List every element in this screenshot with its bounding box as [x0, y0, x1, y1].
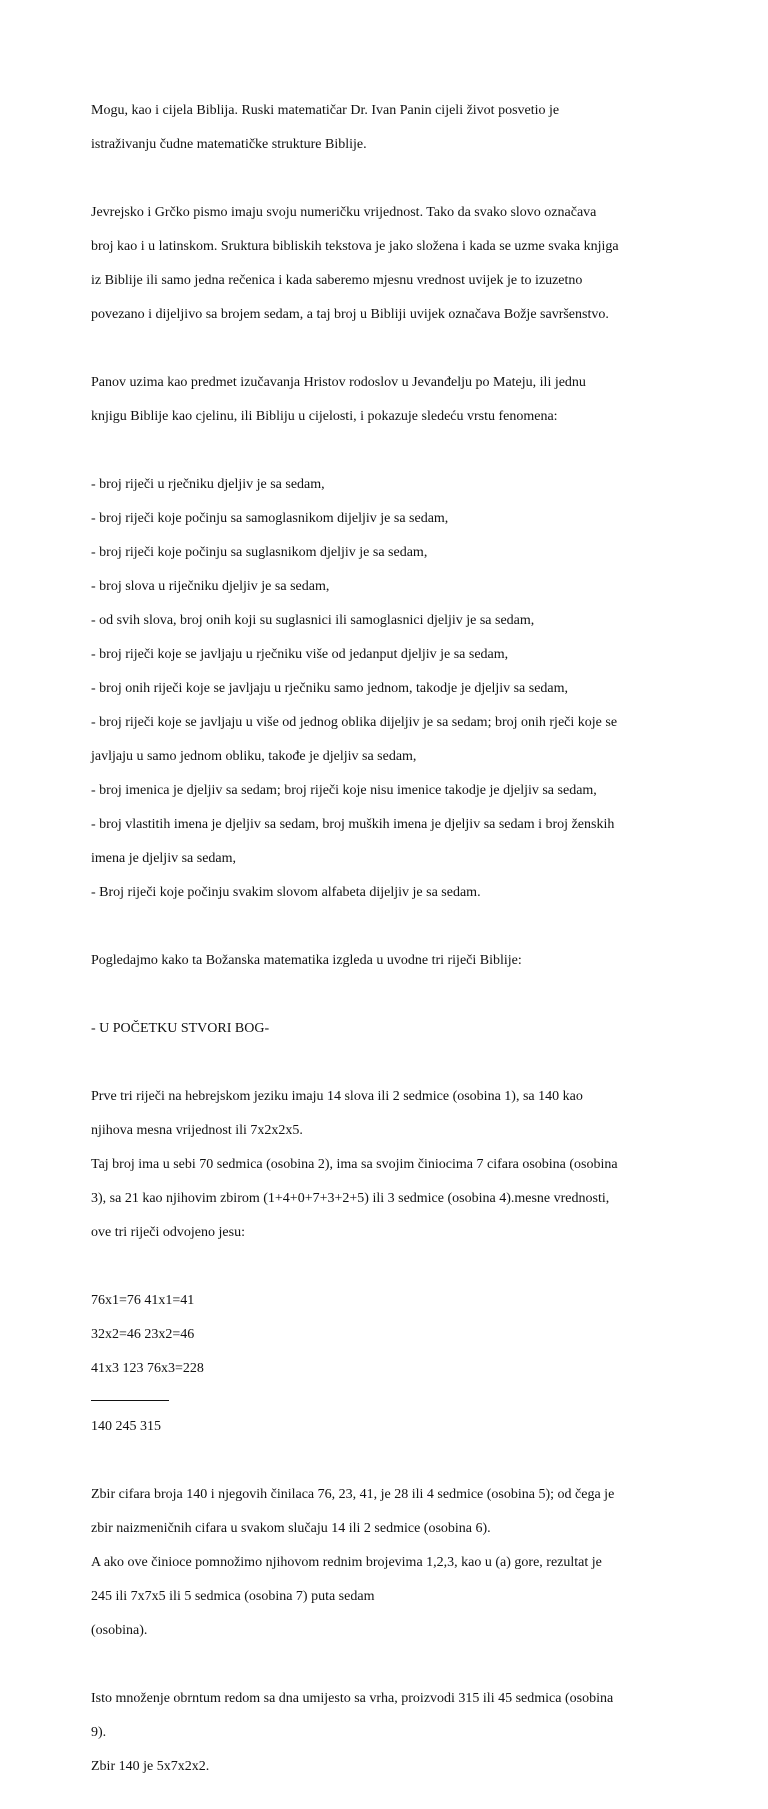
sum-divider — [91, 1400, 169, 1401]
list-item: - broj riječi u rječniku djeljiv je sa sedam, — [91, 477, 325, 492]
paragraph-hebrew-letters — [91, 1071, 691, 1258]
paragraph-digit-sums — [91, 1469, 691, 1656]
text-line: Zbir cifara broja 140 i njegovih činilaca 76, 23, 41, je 28 ili 4 sedmice (osobina 5); od čega je — [91, 1487, 615, 1502]
text-line: Isto množenje obrntum redom sa dna umijesto sa vrha, proizvodi 315 ili 45 sedmica (osobina — [91, 1691, 614, 1706]
paragraph-reverse-multiplication — [91, 1673, 691, 1792]
text-line: Taj broj ima u sebi 70 sedmica (osobina 2), ima sa svojim činiocima 7 cifara osobina (osobina — [91, 1157, 618, 1172]
calc-total: 140 245 315 — [91, 1419, 161, 1434]
list-item: - Broj riječi koje počinju svakim slovom alfabeta dijeljiv je sa sedam. — [91, 885, 481, 900]
paragraph-numeric-value — [91, 187, 691, 340]
paragraph-intro — [91, 85, 691, 170]
calculation-block — [91, 1275, 691, 1452]
heading-genesis-quote — [91, 1003, 691, 1054]
list-item: - broj riječi koje počinju sa suglasnikom djeljiv je sa sedam, — [91, 545, 428, 560]
calc-line: 76x1=76 41x1=41 — [91, 1293, 195, 1308]
text-line: Prve tri riječi na hebrejskom jeziku imaju 14 slova ili 2 sedmice (osobina 1), sa 140 kao — [91, 1089, 583, 1104]
text-line: Jevrejsko i Grčko pismo imaju svoju numeričku vrijednost. Tako da svako slovo označava — [91, 205, 597, 220]
text-line: Panov uzima kao predmet izučavanja Hristov rodoslov u Jevanđelju po Mateju, ili jednu — [91, 375, 586, 390]
list-item: - broj riječi koje se javljaju u više od jednog oblika dijeljiv je sa sedam; broj onih rječi koje se — [91, 715, 618, 730]
text-line: 245 ili 7x7x5 ili 5 sedmica (osobina 7) puta sedam — [91, 1589, 375, 1604]
list-item: javljaju u samo jednom obliku, takođe je djeljiv sa sedam, — [91, 749, 417, 764]
list-item: - broj riječi koje počinju sa samoglasnikom dijeljiv je sa sedam, — [91, 511, 449, 526]
list-item: - broj riječi koje se javljaju u rječniku više od jedanput djeljiv je sa sedam, — [91, 647, 509, 662]
paragraph-first-words — [91, 935, 691, 986]
list-item: imena je djeljiv sa sedam, — [91, 851, 237, 866]
list-item: - broj onih riječi koje se javljaju u rječniku samo jednom, takodje je djeljiv sa sedam, — [91, 681, 569, 696]
text-line: Pogledajmo kako ta Božanska matematika izgleda u uvodne tri riječi Biblije: — [91, 953, 522, 968]
list-item: - broj slova u riječniku djeljiv je sa sedam, — [91, 579, 330, 594]
phenomena-list — [91, 459, 691, 918]
text-line: istraživanju čudne matematičke strukture Biblije. — [91, 137, 367, 152]
calc-line: 41x3 123 76x3=228 — [91, 1361, 204, 1376]
text-line: A ako ove činioce pomnožimo njihovom rednim brojevima 1,2,3, kao u (a) gore, rezultat je — [91, 1555, 602, 1570]
list-item: - od svih slova, broj onih koji su suglasnici ili samoglasnici djeljiv je sa sedam, — [91, 613, 535, 628]
text-line: broj kao i u latinskom. Sruktura bibliskih tekstova je jako složena i kada se uzme svaka knjiga — [91, 239, 619, 254]
list-item: - broj vlastitih imena je djeljiv sa sedam, broj muških imena je djeljiv sa sedam i broj ženskih — [91, 817, 615, 832]
text-line: njihova mesna vrijednost ili 7x2x2x5. — [91, 1123, 303, 1138]
text-line: knjigu Biblije kao cjelinu, ili Bibliju u cijelosti, i pokazuje sledeću vrstu fenomena: — [91, 409, 558, 424]
text-line: Mogu, kao i cijela Biblija. Ruski matematičar Dr. Ivan Panin cijeli život posvetio je — [91, 103, 560, 118]
list-item: - broj imenica je djeljiv sa sedam; broj riječi koje nisu imenice takodje je djeljiv sa sedam, — [91, 783, 597, 798]
text-line: Zbir 140 je 5x7x2x2. — [91, 1759, 210, 1774]
calc-line: 32x2=46 23x2=46 — [91, 1327, 195, 1342]
text-line: povezano i dijeljivo sa brojem sedam, a taj broj u Bibliji uvijek označava Božje savršenstvo. — [91, 307, 609, 322]
text-line: iz Biblije ili samo jedna rečenica i kada saberemo mjesnu vrednost uvijek je to izuzetno — [91, 273, 583, 288]
text-line: - U POČETKU STVORI BOG- — [91, 1021, 270, 1036]
paragraph-panin-study — [91, 357, 691, 442]
text-line: 3), sa 21 kao njihovim zbirom (1+4+0+7+3+2+5) ili 3 sedmice (osobina 4).mesne vrednosti, — [91, 1191, 610, 1206]
text-line: 9). — [91, 1725, 107, 1740]
text-line: zbir naizmeničnih cifara u svakom slučaju 14 ili 2 sedmice (osobina 6). — [91, 1521, 491, 1536]
document-page — [91, 85, 691, 1809]
text-line: ove tri riječi odvojeno jesu: — [91, 1225, 245, 1240]
text-line: (osobina). — [91, 1623, 148, 1638]
